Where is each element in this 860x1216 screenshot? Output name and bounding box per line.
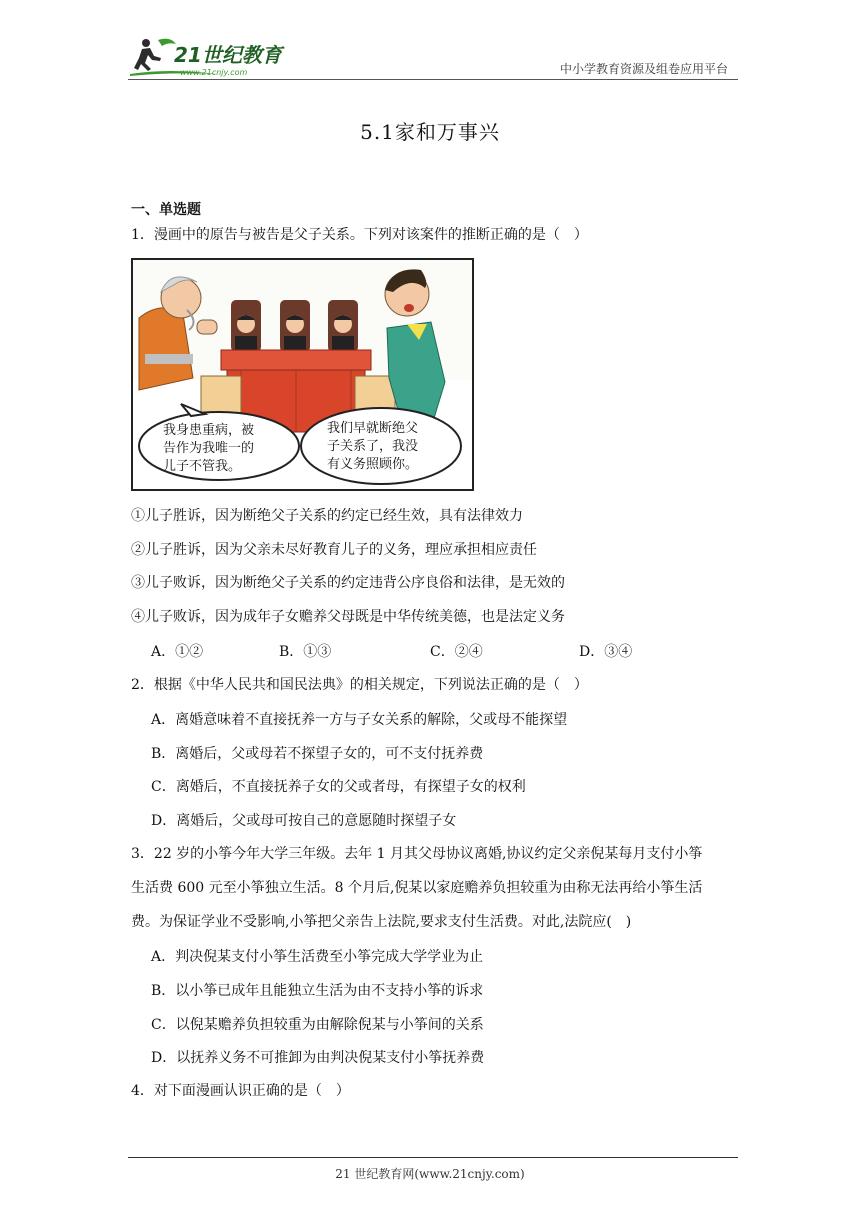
question-1-comic-image <box>131 258 474 491</box>
question-2-option-b[interactable]: B．离婚后，父或母若不探望子女的，可不支付抚养费 <box>151 746 484 762</box>
section-heading: 一、单选题 <box>131 202 201 218</box>
platform-name: 中小学教育资源及组卷应用平台 <box>559 62 728 76</box>
son-bubble-line-2: 子关系了，我没 <box>327 439 419 454</box>
question-1-option-b[interactable]: B．①③ <box>279 644 332 660</box>
question-2-option-c[interactable]: C．离婚后，不直接抚养子女的父或者母，有探望子女的权利 <box>151 779 526 795</box>
question-3-option-b[interactable]: B．以小筝已成年且能独立生活为由不支持小筝的诉求 <box>151 983 484 999</box>
question-3-option-c[interactable]: C．以倪某赡养负担较重为由解除倪某与小筝间的关系 <box>151 1017 484 1033</box>
judge-figure-center <box>280 300 310 354</box>
son-bubble-line-1: 我们早就断绝父 <box>327 421 419 436</box>
question-1-option-c[interactable]: C．②④ <box>430 644 483 660</box>
judge-figure-right <box>328 300 358 354</box>
question-1-statement-4: ④儿子败诉，因为成年子女赡养父母既是中华传统美德，也是法定义务 <box>131 609 565 625</box>
logo-text: 21世纪教育 <box>174 43 282 67</box>
logo-url: www.21cnjy.com <box>180 68 248 77</box>
question-3-stem-line-2: 生活费 600 元至小筝独立生活。8 个月后,倪某以家庭赡养负担较重为由称无法再给小筝生活 <box>131 880 703 896</box>
question-3-option-a[interactable]: A．判决倪某支付小筝生活费至小筝完成大学学业为止 <box>151 949 484 965</box>
judge-figure-left <box>231 300 261 354</box>
question-1-statement-1: ①儿子胜诉，因为断绝父子关系的约定已经生效，具有法律效力 <box>131 508 523 524</box>
father-bubble-line-3: 儿子不管我。 <box>163 459 242 474</box>
question-2-option-d[interactable]: D．离婚后，父或母可按自己的意愿随时探望子女 <box>151 813 457 829</box>
son-bubble-line-3: 有义务照顾你。 <box>327 457 419 472</box>
question-1-stem: 1．漫画中的原告与被告是父子关系。下列对该案件的推断正确的是（ ） <box>131 227 588 243</box>
son-speech-bubble <box>301 408 461 484</box>
svg-text:我们早就断绝父 子关系了，我没 有义 <box>327 420 422 472</box>
question-2-option-a[interactable]: A．离婚意味着不直接抚养一方与子女关系的解除，父或母不能探望 <box>151 712 568 728</box>
footer-divider <box>128 1157 738 1158</box>
question-2-stem: 2．根据《中华人民共和国民法典》的相关规定，下列说法正确的是（ ） <box>131 677 588 693</box>
header-divider <box>128 79 738 80</box>
document-title: 5.1家和万事兴 <box>360 120 500 144</box>
question-1-statement-2: ②儿子胜诉，因为父亲未尽好教育儿子的义务，理应承担相应责任 <box>131 542 537 558</box>
question-1-option-a[interactable]: A．①② <box>151 644 204 660</box>
question-4-stem: 4．对下面漫画认识正确的是（ ） <box>131 1083 350 1099</box>
father-bubble-line-2: 告作为我唯一的 <box>163 441 255 456</box>
question-3-stem-line-3: 费。为保证学业不受影响,小筝把父亲告上法院,要求支付生活费。对此,法院应( ) <box>131 914 632 930</box>
question-3-stem-line-1: 3．22 岁的小筝今年大学三年级。去年 1 月其父母协议离婚,协议约定父亲倪某每月支付小筝 <box>131 846 703 862</box>
question-1-option-d[interactable]: D．③④ <box>579 644 633 660</box>
father-bubble-line-1: 我身患重病，被 <box>163 423 255 438</box>
footer-link[interactable]: 21 世纪教育网(www.21cnjy.com) <box>335 1167 525 1181</box>
site-logo <box>128 34 290 78</box>
question-3-option-d[interactable]: D．以抚养义务不可推卸为由判决倪某支付小筝抚养费 <box>151 1050 485 1066</box>
question-1-statement-3: ③儿子败诉，因为断绝父子关系的约定违背公序良俗和法律，是无效的 <box>131 575 565 591</box>
